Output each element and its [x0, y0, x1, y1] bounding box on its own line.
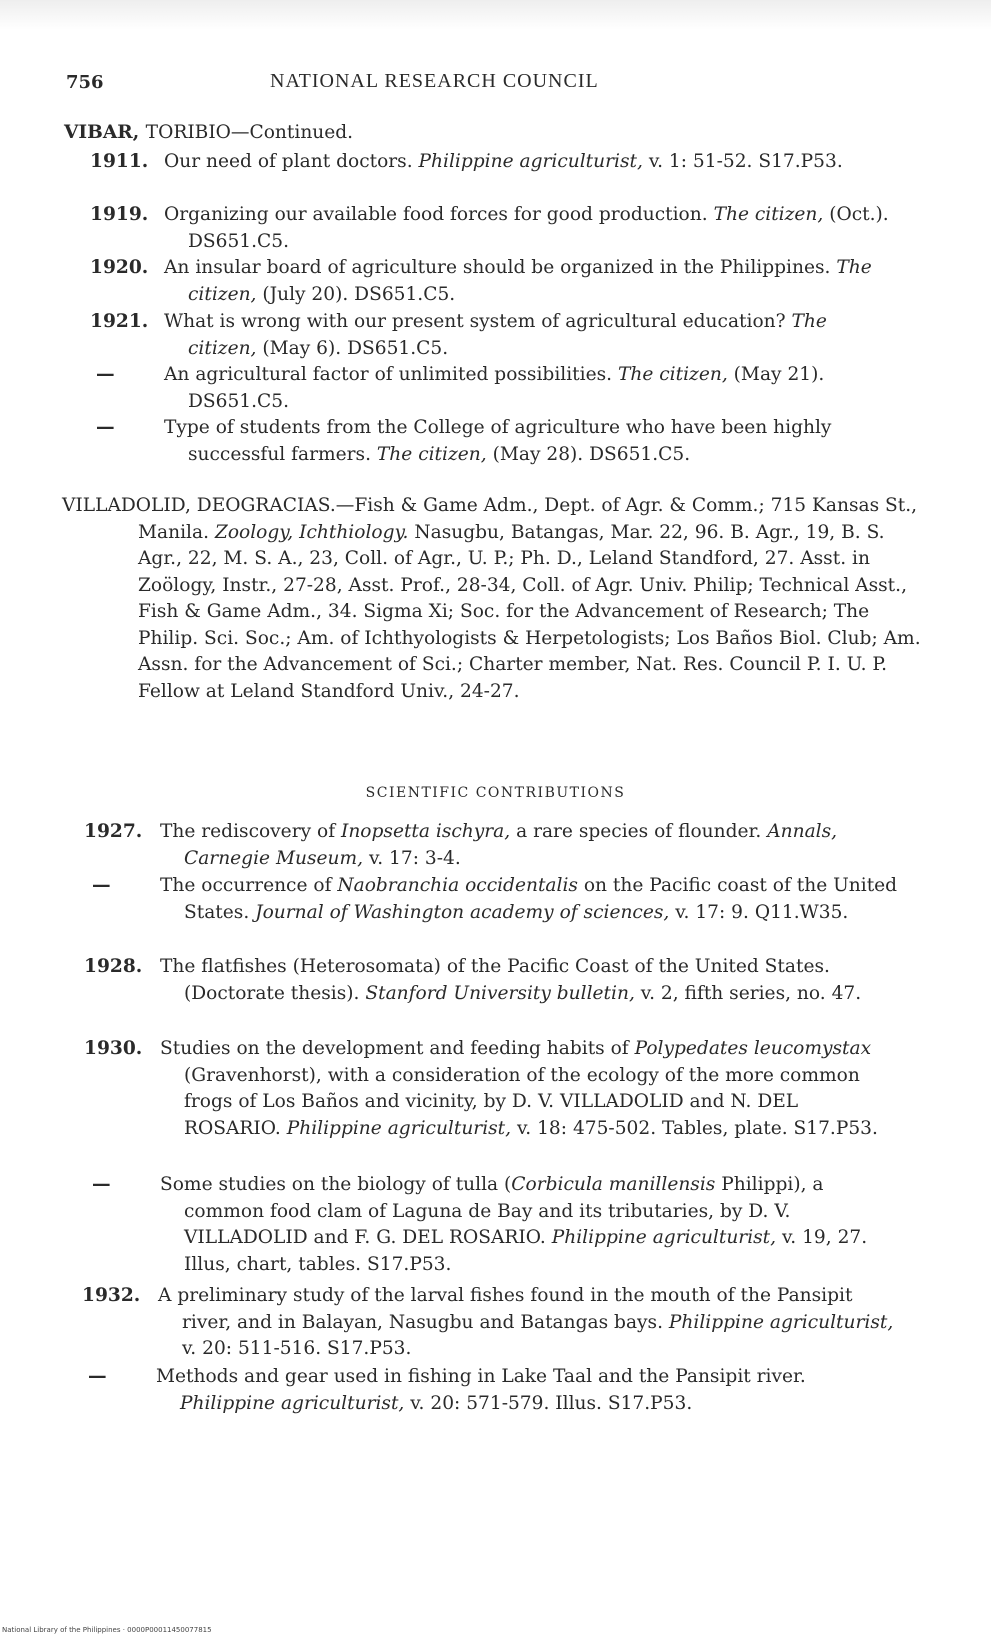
bibliography-entry	[164, 415, 890, 468]
entry-text: Studies on the development and feeding habits of	[160, 1038, 635, 1059]
entry-italic: Polypedates leucomystax	[634, 1038, 872, 1059]
entry-citation: (May 6). DS651.C5.	[262, 337, 449, 359]
bibliography-entry	[156, 1364, 900, 1417]
entry-journal: Annals, Carnegie Museum,	[184, 821, 838, 869]
entry-citation: v. 20: 571-579. Illus. S17.P53.	[404, 1392, 693, 1414]
bibliography-entry	[160, 954, 900, 1007]
entry-text: A preliminary study of the larval fishes found in the mouth of the Pansipit river, and in Balayan, Nasugbu and Batangas bays.	[158, 1285, 853, 1333]
vibar-name-line	[64, 120, 353, 147]
entry-text: Some studies on the biology of tulla (	[160, 1174, 512, 1195]
villadolid-biography	[62, 493, 922, 705]
entry-year: 1932.	[82, 1285, 141, 1306]
entry-title: Organizing our available food forces for good production.	[164, 204, 708, 225]
entry-year: —	[96, 417, 115, 438]
entry-citation: v. 20: 511-516. S17.P53.	[182, 1338, 412, 1359]
research-fields: Zoology, Ichthiology.	[214, 521, 409, 543]
bibliography-entry	[164, 149, 890, 176]
entry-italic: Inopsetta ischyra,	[340, 821, 511, 842]
entry-citation: (Oct.). DS651.C5.	[188, 204, 889, 252]
entry-citation: (July 20). DS651.C5.	[262, 283, 456, 305]
entry-text: (Gravenhorst), with a consideration of the ecology of the more common frogs of Los Baños and vicinity, by D. V. VILLADOLID and N. DEL ROSARIO.	[184, 1064, 860, 1139]
entry-journal: Philippine agriculturist,	[668, 1311, 894, 1333]
entry-citation: v. 2, fifth series, no. 47.	[634, 982, 862, 1004]
bibliography-entry	[164, 309, 890, 362]
running-head: NATIONAL RESEARCH COUNCIL	[270, 70, 599, 92]
bibliography-entry	[164, 255, 890, 308]
entry-journal: Journal of Washington academy of sciences,	[255, 901, 670, 923]
entry-citation: v. 18: 475-502. Tables, plate. S17.P53.	[511, 1117, 878, 1139]
author-career: Nasugbu, Batangas, Mar. 22, 96. B. Agr., 19, B. S. Agr., 22, M. S. A., 23, Coll. of Agr., U. P.; Ph. D., Leland Standford, 27. Asst. in Zoölogy, Instr., 27-28, Asst. Prof., 28-34, Coll. of Agr. Univ. Philip; Technical Asst., Fish & Game Adm., 34. Sigma Xi; Soc. for the Advancement of Research; The Philip. Sci. Soc.; Am. of Ichthyologists & Herpetologists; Los Baños Biol. Club; Am. Assn. for the Advancement of Sci.; Charter member, Nat. Res. Council P. I. U. P. Fellow at Leland Standford Univ., 24-27.	[138, 521, 921, 702]
bibliography-entry	[164, 362, 890, 415]
entry-journal: Philippine agriculturist,	[180, 1392, 405, 1414]
entry-journal: The citizen,	[376, 443, 487, 465]
entry-italic: Naobranchia occidentalis	[337, 875, 578, 896]
continued-label: —Continued.	[230, 122, 354, 143]
entry-text: The occurrence of	[160, 875, 338, 896]
entry-text: a rare species of flounder.	[510, 821, 768, 842]
entry-title: An agricultural factor of unlimited possibilities.	[164, 364, 613, 385]
entry-journal: Stanford University bulletin,	[365, 982, 635, 1004]
entry-title: What is wrong with our present system of agricultural education?	[164, 311, 786, 332]
entry-journal: The citizen,	[713, 204, 824, 225]
entry-text: The flatfishes (Heterosomata) of the Pacific Coast of the United States. (Doctorate thesis).	[160, 956, 830, 1004]
entry-title: Our need of plant doctors.	[164, 151, 413, 172]
bibliography-entry	[160, 1036, 900, 1142]
entry-journal: Philippine agriculturist,	[418, 151, 643, 172]
entry-journal: Philippine agriculturist,	[286, 1117, 512, 1139]
entry-citation: (May 28). DS651.C5.	[492, 443, 691, 465]
bibliography-entry	[164, 202, 890, 255]
entry-year: —	[92, 875, 111, 896]
author-name: VIBAR,	[64, 122, 146, 143]
entry-year: 1927.	[84, 821, 143, 842]
entry-italic: Corbicula manillensis	[511, 1174, 716, 1195]
entry-citation: (May 21). DS651.C5.	[188, 364, 825, 412]
section-heading: SCIENTIFIC CONTRIBUTIONS	[365, 785, 626, 801]
bibliography-entry	[158, 1283, 900, 1363]
bibliography-entry	[160, 1172, 900, 1278]
entry-citation: v. 1: 51-52. S17.P53.	[648, 151, 843, 172]
scan-footer: National Library of the Philippines · 0000P00011450077815	[2, 1626, 212, 1634]
entry-citation: v. 19, 27. Illus, chart, tables. S17.P53.	[184, 1227, 868, 1275]
entry-year: 1919.	[90, 204, 149, 225]
bibliography-entry	[160, 873, 900, 926]
page-number: 756	[66, 72, 104, 93]
author-affiliation: —Fish & Game Adm., Dept. of Agr. & Comm.; 715 Kansas St., Manila.	[138, 495, 918, 543]
entry-citation: v. 17: 9. Q11.W35.	[669, 901, 849, 923]
entry-journal: The citizen,	[188, 311, 827, 359]
entry-year: 1920.	[90, 257, 149, 278]
entry-text: Methods and gear used in fishing in Lake Taal and the Pansipit river.	[156, 1366, 806, 1387]
entry-year: —	[88, 1366, 107, 1387]
entry-text: The rediscovery of	[160, 821, 341, 842]
entry-text: Philippi), a common food clam of Laguna de Bay and its tributaries, by D. V. VILLADOLID and F. G. DEL ROSARIO.	[184, 1174, 824, 1248]
author-name-given: TORIBIO	[145, 122, 231, 143]
author-name: VILLADOLID, DEOGRACIAS.	[62, 495, 336, 516]
entry-year: —	[96, 364, 115, 385]
entry-title: An insular board of agriculture should be organized in the Philippines.	[164, 257, 831, 278]
scan-top-shadow	[0, 0, 991, 30]
entry-journal: The citizen,	[617, 364, 728, 385]
entry-year: 1921.	[90, 311, 149, 332]
entry-year: 1911.	[90, 151, 149, 172]
entry-journal: Philippine agriculturist,	[551, 1227, 777, 1248]
entry-journal: The citizen,	[188, 257, 872, 305]
entry-year: 1928.	[84, 956, 143, 977]
entry-text: on the Pacific coast of the United States.	[184, 875, 898, 923]
entry-year: 1930.	[84, 1038, 143, 1059]
entry-year: —	[92, 1174, 111, 1195]
entry-title: Type of students from the College of agriculture who have been highly successful farmers.	[164, 417, 832, 465]
bibliography-entry	[160, 819, 900, 872]
entry-citation: v. 17: 3-4.	[363, 847, 461, 869]
